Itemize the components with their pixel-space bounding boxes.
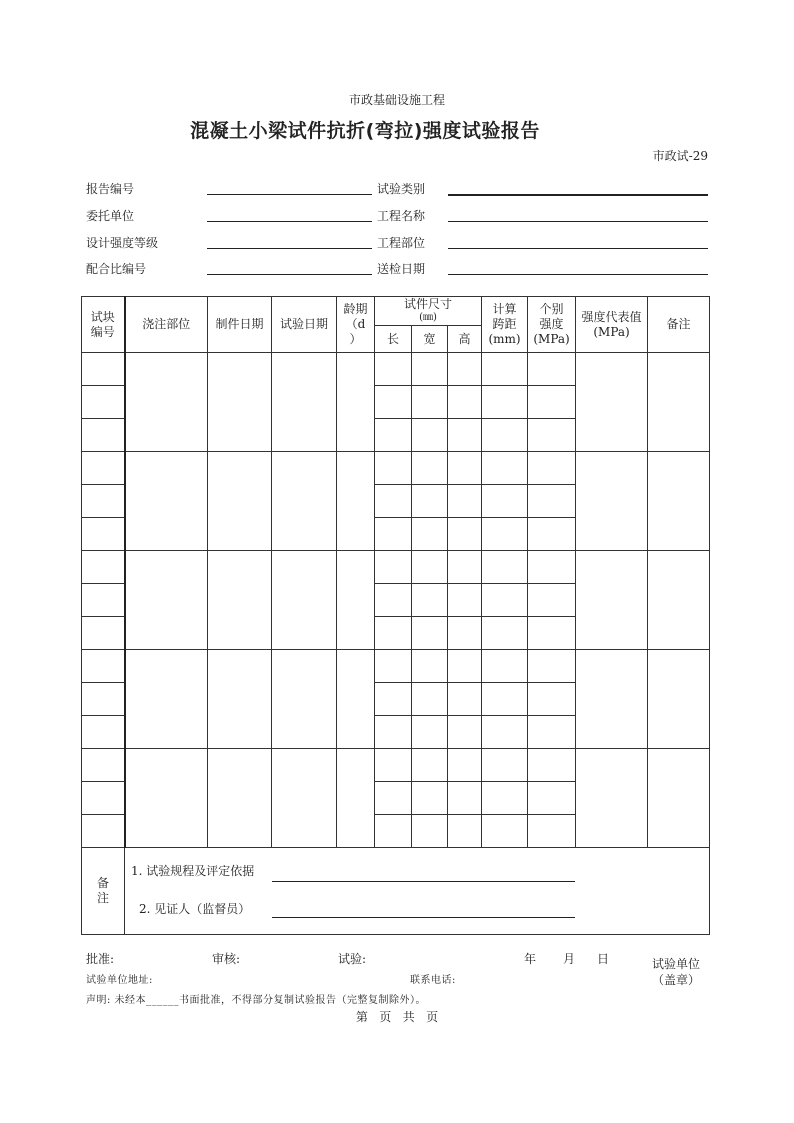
field-project-location: [448, 248, 708, 249]
page-number: 第 页 共 页: [355, 1010, 439, 1024]
footer-test: 试验:: [338, 952, 367, 966]
results-table: [81, 296, 710, 935]
header-length: 长: [375, 326, 412, 353]
note-witness-label: 2. 见证人（监督员）: [139, 902, 251, 916]
note-witness-line: [272, 917, 575, 918]
document-supertitle: 市政基础设施工程: [348, 93, 445, 107]
footer-month: 月: [563, 952, 576, 966]
table-row: [82, 551, 710, 584]
header-width: 宽: [412, 326, 448, 353]
field-design-strength: [207, 248, 372, 249]
label-submit-date: 送检日期: [377, 262, 426, 276]
footer-test-unit: 试验单位: [652, 957, 701, 971]
footer-day: 日: [597, 952, 610, 966]
notes-label: 备 注: [82, 848, 125, 935]
header-age: 龄期 （d ）: [337, 297, 375, 353]
field-report-no: [207, 194, 372, 195]
label-mix-no: 配合比编号: [86, 262, 147, 276]
form-code: 市政试-29: [652, 149, 708, 163]
table-row: [82, 353, 710, 386]
header-span: 计算 跨距 (mm): [482, 297, 528, 353]
footer-phone: 联系电话:: [410, 975, 456, 986]
footer-year: 年: [524, 952, 537, 966]
footer-statement: 声明: 未经本______书面批准，不得部分复制试验报告（完整复制除外）。: [86, 995, 427, 1006]
label-report-no: 报告编号: [86, 182, 135, 196]
footer-review: 审核:: [212, 952, 241, 966]
header-sample-no: 试块 编号: [82, 297, 125, 353]
table-row: [82, 650, 710, 683]
table-row: [82, 452, 710, 485]
header-representative-strength: 强度代表值 (MPa): [576, 297, 648, 353]
header-pour-location: 浇注部位: [125, 297, 208, 353]
field-submit-date: [448, 274, 708, 275]
document-title: 混凝土小梁试件抗折(弯拉)强度试验报告: [190, 120, 540, 142]
note-standard-label: 1. 试验规程及评定依据: [131, 864, 255, 878]
header-remarks: 备注: [648, 297, 710, 353]
notes-row: [82, 848, 710, 935]
label-design-strength: 设计强度等级: [86, 236, 159, 250]
header-individual-strength: 个别 强度 (MPa): [528, 297, 576, 353]
field-mix-no: [207, 274, 372, 275]
header-make-date: 制件日期: [208, 297, 272, 353]
label-project-name: 工程名称: [377, 209, 426, 223]
footer-address: 试验单位地址:: [86, 975, 153, 986]
header-height: 高: [448, 326, 482, 353]
header-specimen-size: 试件尺寸 (㎜): [375, 297, 482, 326]
footer-approve: 批准:: [86, 952, 115, 966]
label-test-category: 试验类别: [377, 182, 426, 196]
footer-seal: （盖章）: [652, 973, 701, 987]
label-client: 委托单位: [86, 209, 135, 223]
notes-content: [125, 848, 710, 935]
header-test-date: 试验日期: [272, 297, 337, 353]
field-project-name: [448, 221, 708, 222]
note-standard-line: [272, 881, 575, 882]
field-client: [207, 221, 372, 222]
field-test-category: [448, 194, 708, 196]
label-project-location: 工程部位: [377, 236, 426, 250]
table-row: [82, 749, 710, 782]
